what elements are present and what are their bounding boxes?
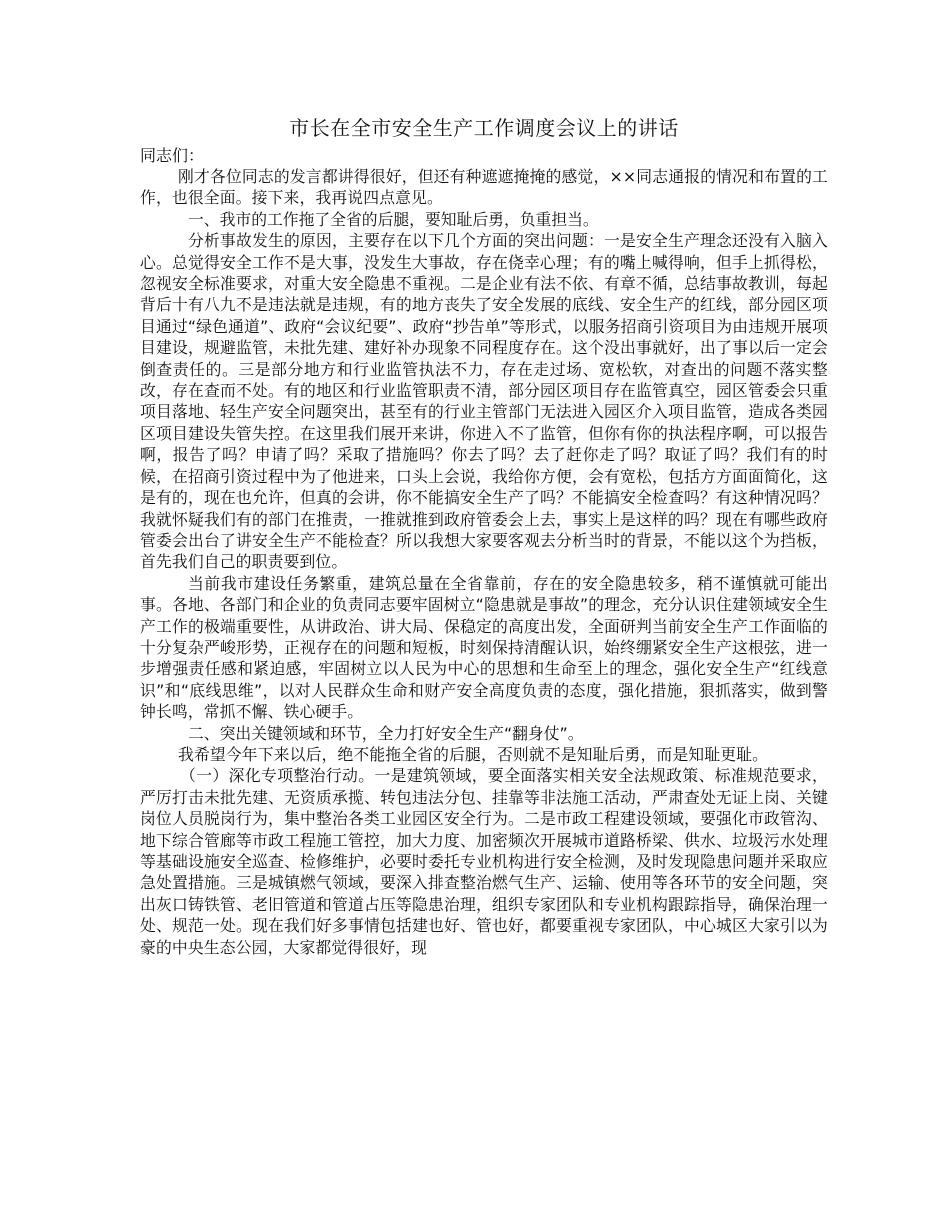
section-1-paragraph-2: 当前我市建设任务繁重，建筑总量在全省靠前，存在的安全隐患较多，稍不谨慎就可能出事。各地、各部门和企业的负责同志要牢固树立“隐患就是事故”的理念，充分认识住建领域安全生产工作的极端重要性，从讲政治、讲大局、保稳定的高度出发，全面研判当前安全生产工作面临的十分复杂严峻形势，正视存在的问题和短板，时刻保持清醒认识，始终绷紧安全生产这根弦，进一步增强责任感和紧迫感，牢固树立以人民为中心的思想和生命至上的理念，强化安全生产“红线意识”和“底线思维”，以对人民群众生命和财产安全高度负责的态度，强化措施，狠抓落实，做到警钟长鸣，常抓不懈、铁心硬手。 [140, 573, 828, 722]
section-1-paragraph-1: 分析事故发生的原因，主要存在以下几个方面的突出问题：一是安全生产理念还没有入脑入心。总觉得安全工作不是大事，没发生大事故，存在侥幸心理；有的嘴上喊得响，但手上抓得松，忽视安全标准要求，对重大安全隐患不重视。二是企业有法不依、有章不循，总结事故教训，每起背后十有八九不是违法就是违规，有的地方丧失了安全发展的底线、安全生产的红线，部分园区项目通过“绿色通道”、政府“会议纪要”、政府“抄告单”等形式，以服务招商引资项目为由违规开展项目建设，规避监管，未批先建、建好补办现象不同程度存在。这个没出事就好，出了事以后一定会倒查责任的。三是部分地方和行业监管执法不力，存在走过场、宽松软，对查出的问题不落实整改，存在查而不处。有的地区和行业监管职责不清，部分园区项目存在监管真空，园区管委会只重项目落地、轻生产安全问题突出，甚至有的行业主管部门无法进入园区介入项目监管，造成各类园区项目建设失管失控。在这里我们展开来讲，你进入不了监管，但你有你的执法程序啊，可以报告啊，报告了吗？申请了吗？采取了措施吗？你去了吗？去了赶你走了吗？取证了吗？我们有的时候，在招商引资过程中为了他进来，口头上会说，我给你方便，会有宽松，包括方方面面简化，这是有的，现在也允许，但真的会讲，你不能搞安全生产了吗？不能搞安全检查吗？有这种情况吗？我就怀疑我们有的部门在推责，一推就推到政府管委会上去，事实上是这样的吗？现在有哪些政府管委会出台了讲安全生产不能检查？所以我想大家要客观去分析当时的背景，不能以这个为挡板，首先我们自己的职责要到位。 [140, 231, 828, 572]
section-2-paragraph-2: （一）深化专项整治行动。一是建筑领域，要全面落实相关安全法规政策、标准规范要求，严厉打击未批先建、无资质承揽、转包违法分包、挂靠等非法施工活动，严肃查处无证上岗、关键岗位人员脱岗行为，集中整治各类工业园区安全行为。二是市政工程建设领域，要强化市政管沟、地下综合管廊等市政工程施工管控，加大力度、加密频次开展城市道路桥梁、供水、垃圾污水处理等基础设施安全巡查、检修维护，必要时委托专业机构进行安全检测，及时发现隐患问题并采取应急处置措施。三是城镇燃气领域，要深入排查整治燃气生产、运输、使用等各环节的安全问题，突出灰口铸铁管、老旧管道和管道占压等隐患治理，组织专家团队和专业机构跟踪指导，确保治理一处、规范一处。现在我们好多事情包括建也好、管也好，都要重视专家团队，中心城区大家引以为豪的中央生态公园，大家都觉得很好，现 [140, 766, 828, 957]
section-2-paragraph-1: 我希望今年下来以后，绝不能拖全省的后腿，否则就不是知耻后勇，而是知耻更耻。 [178, 744, 769, 764]
intro-paragraph: 刚才各位同志的发言都讲得很好，但还有种遮遮掩掩的感觉，××同志通报的情况和布置的工作，也很全面。接下来，我再说四点意见。 [140, 167, 828, 208]
section-1-heading: 一、我市的工作拖了全省的后腿，要知耻后勇，负重担当。 [188, 209, 599, 229]
salutation: 同志们： [140, 146, 205, 165]
document-title: 市长在全市安全生产工作调度会议上的讲话 [289, 116, 679, 140]
document-body [140, 113, 828, 958]
section-2-heading: 二、突出关键领域和环节，全力打好安全生产“翻身仗”。 [188, 723, 584, 743]
